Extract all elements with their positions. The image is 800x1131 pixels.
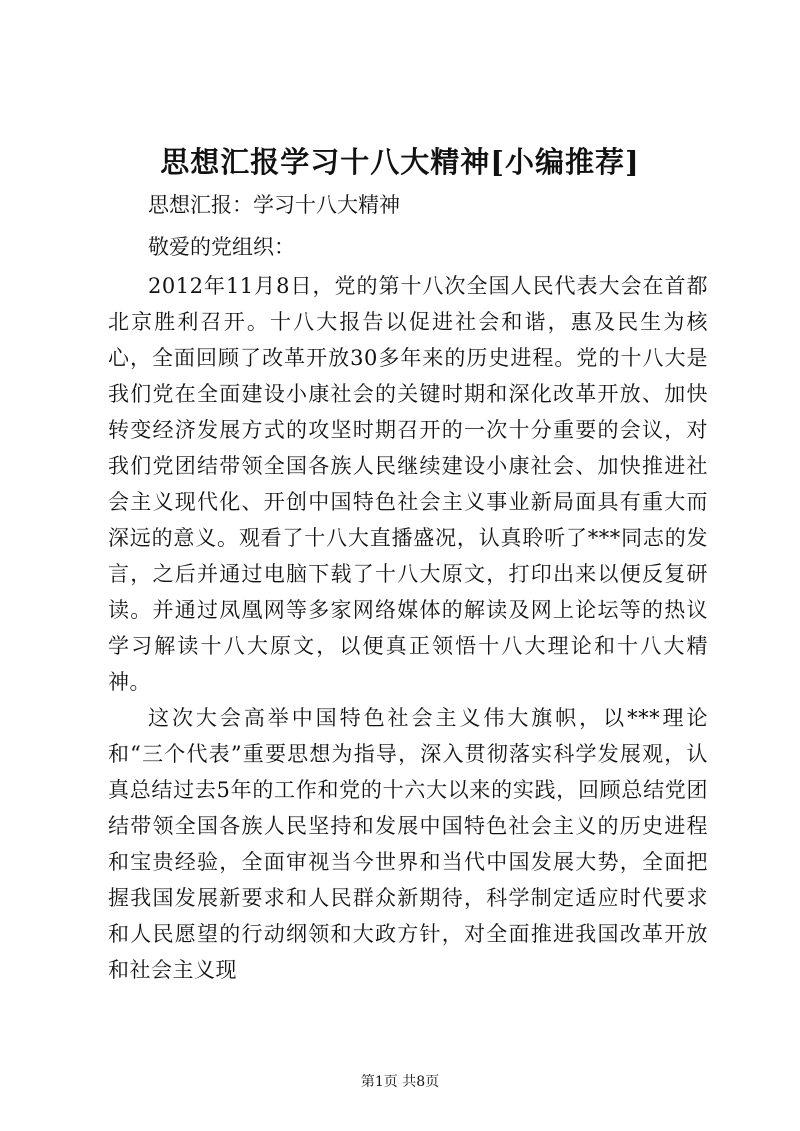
paragraph: 这次大会高举中国特色社会主义伟大旗帜，以***理论和“三个代表”重要思想为指导，深入贯彻落实科学发展观，认真总结过去5年的工作和党的十六大以来的实践，回顾总结党团结带领全国各族人民坚持和发展中国特色社会主义的历史进程和宝贵经验，全面审视当今世界和当代中国发展大势，全面把握我国发展新要求和人民群众新期待，科学制定适应时代要求和人民愿望的行动纲领和大政方针，对全面推进我国改革开放和社会主义现 <box>108 706 708 982</box>
document-title: 思想汇报学习十八大精神[小编推荐] <box>160 145 640 179</box>
salutation: 敬爱的党组织： <box>148 235 295 259</box>
page-footer: 第1页 共8页 <box>360 1074 440 1090</box>
paragraph: 2012年11月8日，党的第十八次全国人民代表大会在首都北京胜利召开。十八大报告以促进社会和谐，惠及民生为核心，全面回顾了改革开放30多年来的历史进程。党的十八大是我们党在全面建设小康社会的关键时期和深化改革开放、加快转变经济发展方式的攻坚时期召开的一次十分重要的会议，对我们党团结带领全国各族人民继续建设小康社会、加快推进社会主义现代化、开创中国特色社会主义事业新局面具有重大而深远的意义。观看了十八大直播盛况，认真聆听了***同志的发言，之后并通过电脑下载了十八大原文，打印出来以便反复研读。并通过凤凰网等多家网络媒体的解读及网上论坛等的热议学习解读十八大原文，以便真正领悟十八大理论和十八大精神。 <box>108 274 708 694</box>
body-text <box>108 268 708 988</box>
document-subtitle: 思想汇报：学习十八大精神 <box>148 193 400 217</box>
